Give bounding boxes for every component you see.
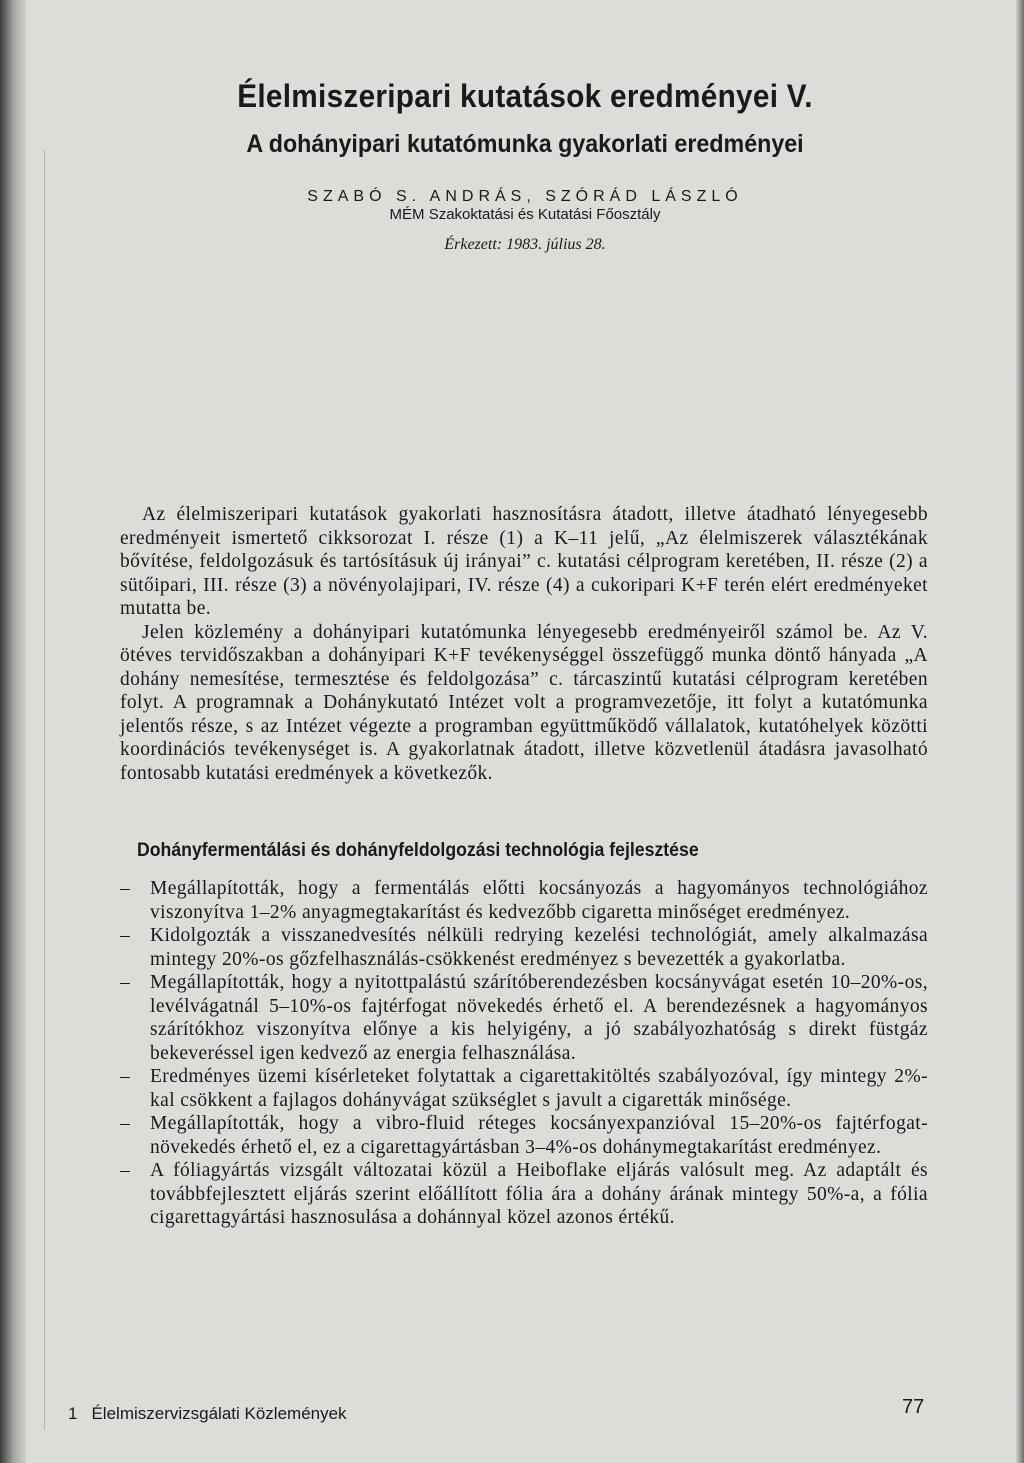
signature-number: 1 bbox=[68, 1404, 78, 1423]
article-authors: SZABÓ S. ANDRÁS, SZÓRÁD LÁSZLÓ bbox=[307, 188, 743, 205]
list-item bbox=[120, 1112, 928, 1159]
author-affiliation: MÉM Szakoktatási és Kutatási Főosztály bbox=[389, 206, 661, 223]
results-list bbox=[120, 877, 928, 1230]
dash-bullet: – bbox=[120, 878, 131, 899]
page-binding-shadow bbox=[0, 0, 26, 1463]
page-right-edge bbox=[1016, 0, 1024, 1463]
dash-bullet: – bbox=[120, 925, 131, 946]
list-item-text: A fóliagyártás vizsgált változatai közül a Heiboflake eljárás valósult meg. Az adaptált és továbbfejlesztett eljárás szerint előállított fólia ára a dohány árának mintegy 50%-a, a fólia cigarettagyártási hasznosulása a dohánnyal közel azonos értékű. bbox=[150, 1160, 928, 1228]
list-item-text: Megállapították, hogy a nyitottpalástú szárítóberendezésben kocsányvágat esetén 10–20%-os, levélvágatnál 5–10%-os fajtérfogat növekedés érhető el. A berendezésnek a hagyományos szárítókhoz viszonyítva előnye a kis helyigény, a jó szabályozhatóság s direkt füstgáz bekeveréssel igen kedvező az energia felhasználása. bbox=[150, 972, 928, 1064]
section-heading: Dohányfermentálási és dohányfeldolgozási technológia fejlesztése bbox=[137, 840, 699, 861]
page-number: 77 bbox=[902, 1396, 925, 1418]
list-item-text: Eredményes üzemi kísérleteket folytattak a cigarettakitöltés szabályozóval, így mintegy 2%-kal csökkent a fajlagos dohányvágat szükséglet s javult a cigaretták minősége. bbox=[150, 1066, 928, 1111]
journal-name: Élelmiszervizsgálati Közlemények bbox=[91, 1404, 347, 1423]
list-item-text: Megállapították, hogy a vibro-fluid réteges kocsányexpanzióval 15–20%-os fajtérfogat-növekedés érhető el, ez a cigarettagyártásban 3–4%-os dohánymegtakarítást eredményez. bbox=[150, 1113, 928, 1158]
list-item-text: Kidolgozták a visszanedvesítés nélküli redrying kezelési technológiát, amely alkalmazása mintegy 20%-os gőzfelhasználás-csökkenést eredményez s bevezették a gyakorlatba. bbox=[150, 925, 928, 970]
dash-bullet: – bbox=[120, 1066, 131, 1087]
list-item bbox=[120, 1159, 928, 1230]
article-title: Élelmiszeripari kutatások eredményei V. bbox=[237, 78, 813, 114]
list-item bbox=[120, 877, 928, 924]
dash-bullet: – bbox=[120, 1113, 131, 1134]
dash-bullet: – bbox=[120, 972, 131, 993]
list-item-text: Megállapították, hogy a fermentálás előtti kocsányozás a hagyományos technológiához viszonyítva 1–2% anyagmegtakarítást és kedvezőbb cigaretta minőséget eredményez. bbox=[150, 878, 928, 923]
list-item bbox=[120, 1065, 928, 1112]
page-footer-journal bbox=[68, 1404, 347, 1424]
page-fold-line bbox=[44, 150, 45, 1430]
body-paragraph: Az élelmiszeripari kutatások gyakorlati hasznosításra átadott, illetve átadható lényegesebb eredményeit ismertető cikksorozat I. része (1) a K–11 jelű, „Az élelmiszerek választékának bővítése, feldolgozásuk és tartósításuk új irányai” c. kutatási célprogram keretében, II. része (2) a sütőipari, III. része (3) a növényolajipari, IV. része (4) a cukoripari K+F terén elért eredményeket mutatta be. bbox=[120, 504, 928, 619]
dash-bullet: – bbox=[120, 1160, 131, 1181]
article-subtitle: A dohányipari kutatómunka gyakorlati eredményei bbox=[246, 130, 804, 158]
list-item bbox=[120, 924, 928, 971]
list-item bbox=[120, 971, 928, 1065]
article-body bbox=[120, 503, 928, 785]
body-paragraph: Jelen közlemény a dohányipari kutatómunka lényegesebb eredményeiről számol be. Az V. ötéves tervidőszakban a dohányipari K+F tevékenységgel összefüggő munka döntő hányada „A dohány nemesítése, termesztése és feldolgozása” c. tárcaszintű kutatási célprogram keretében folyt. A programnak a Dohánykutató Intézet volt a programvezetője, itt folyt a kutatómunka jelentős része, s az Intézet végezte a programban együttműködő vállalatok, kutatóhelyek közötti koordinációs tevékenységet is. A gyakorlatnak átadott, illetve közvetlenül átadásra javasolható fontosabb kutatási eredmények a következők. bbox=[120, 621, 928, 784]
received-date: Érkezett: 1983. július 28. bbox=[444, 236, 606, 253]
